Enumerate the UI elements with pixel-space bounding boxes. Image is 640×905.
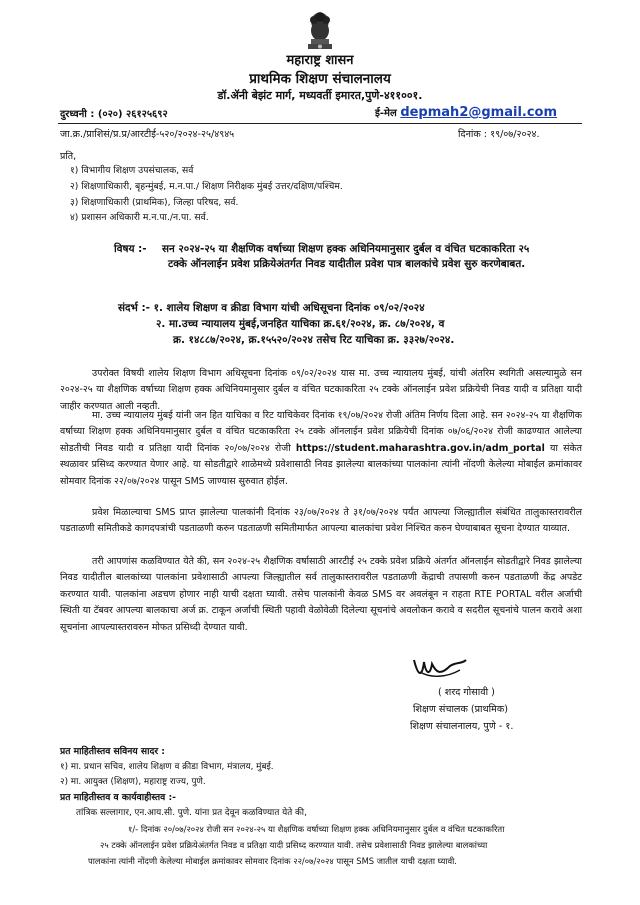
paragraph-text-a: मा. उच्च न्यायालय मुंबई यांनी जन हित याचिका व रिट याचिकेवर दिनांक १९/०७/२०२४ रोजी अंतिम निर्णय दिला आहे. सन २०२४-२५ या शैक्षणिक वर्षाच्या शिक्षण हक्क अधिनियमानुसार दुर्बल व वंचित घटकाकरिता २५ टक्के ऑनलाईन प्रवेश प्रक्रियेची दिनांक ०७/०६/२०२४ रोजी काढण्यात आलेल्या सोडतीची निवड यादी व प्रतिक्षा यादी दिनांक २०/०७/२०२४ रोजी bbox=[60, 410, 582, 454]
office-address: डॉ.ॲनी बेझंट मार्ग, मध्यवर्ती इमारत,पुणे-४११००१. bbox=[217, 89, 423, 102]
email-label: ई-मेल bbox=[375, 108, 397, 119]
reference-item: १. शालेय शिक्षण व क्रीडा विभाग यांची अधिसूचना दिनांक ०९/०२/२०२४ bbox=[153, 302, 425, 314]
paragraph-text-b: या संकेत स्थळावर प्रसिध्द करण्यात येणार आहे. या सोडतीद्वारे शाळेमध्ये प्रवेशासाठी निवड झालेल्या बालकांच्या पालकांना त्यांनी नोंदणी केलेल्या मोबाईल क्रमांकावर सोमवार दिनांक २२/०७/२०२४ पासून SMS जाण्यास सुरुवात होईल. bbox=[60, 442, 582, 487]
paragraph-2 bbox=[60, 408, 582, 490]
signatory-office: शिक्षण संचालनालय, पुणे - १. bbox=[410, 721, 514, 732]
subject-block bbox=[114, 242, 538, 272]
copy-action-item: २५ टक्के ऑनलाईन प्रवेश प्रक्रियेअंतर्गत निवड व प्रतिक्षा यादी प्रसिध्द करण्यात यावी. तसेच प्रवेशासाठी निवड झालेल्या बालकांच्या bbox=[100, 840, 488, 850]
copy-action-item: १/- दिनांक २०/०७/२०२४ रोजी सन २०२४-२५ या शैक्षणिक वर्षाच्या शिक्षण हक्क अधिनियमानुसार दुर्बल व वंचित घटकाकरिता bbox=[128, 824, 505, 834]
government-name: महाराष्ट्र शासन bbox=[286, 53, 354, 68]
phone-number: दुरध्वनी : (०२०) २६१२५६९२ bbox=[60, 109, 168, 120]
email-block bbox=[375, 104, 557, 123]
paragraph-text bbox=[60, 408, 582, 490]
reference-item: २. मा.उच्च न्यायालय मुंबई,जनहित याचिका क्र.६१/२०२४, क्र. ८७/२०२४, व bbox=[156, 318, 445, 330]
reference-number: जा.क्र./प्राशिसं/प्र.प्र/आरटीई-५२०/२०२४-२५/४९४५ bbox=[60, 129, 235, 140]
copy-info-heading: प्रत माहितीस्तव सविनय सादर : bbox=[60, 746, 165, 757]
signatory-name: ( शरद गोसावी ) bbox=[438, 687, 495, 698]
portal-url-link[interactable]: https://student.maharashtra.gov.in/adm_portal bbox=[295, 442, 545, 454]
state-emblem-icon bbox=[296, 6, 344, 54]
copy-info-item: १) मा. प्रधान सचिव, शालेय शिक्षण व क्रीडा विभाग, मंत्रालय, मुंबई. bbox=[60, 762, 274, 772]
reference-label: संदर्भ :- bbox=[118, 302, 150, 314]
to-label: प्रति, bbox=[60, 151, 77, 162]
signatory-title: शिक्षण संचालक (प्राथमिक) bbox=[413, 704, 509, 715]
recipient-item: ४) प्रशासन अधिकारी म.न.पा./न.पा. सर्व. bbox=[70, 212, 209, 224]
copy-info-item: २) मा. आयुक्त (शिक्षण), महाराष्ट्र राज्य, पुणे. bbox=[60, 777, 206, 787]
copy-action-item: पालकांना त्यांनी नोंदणी केलेल्या मोबाईल क्रमांकावर सोमवार दिनांक २२/०७/२०२४ पासून SMS जातील याची दक्षता घ्यावी. bbox=[88, 856, 457, 866]
letter-date: दिनांक : १९/०७/२०२४. bbox=[458, 129, 540, 140]
copy-action-item: तांत्रिक सल्लागार, एन.आय.सी. पुणे. यांना प्रत देवून कळविण्यात येते की, bbox=[76, 808, 307, 818]
paragraph-text: प्रवेश मिळाल्याचा SMS प्राप्त झालेल्या पालकांनी दिनांक २३/०७/२०२४ ते ३१/०७/२०२४ पर्यंत आपल्या जिल्ह्यातील संबंधित तालुकास्तरावरील पडताळणी समितीकडे कागदपत्रांची पडताळणी करुन पडताळणी समितीमार्फत आपल्या बालकांचा प्रवेश निश्चित करुन घेण्याबाबत सूचना देण्यात याव्यात. bbox=[60, 507, 582, 535]
subject-label: विषय :- bbox=[114, 243, 147, 255]
reference-item: क्र. १४८८७/२०२४, क्र.१५५२०/२०२४ तसेच रिट याचिका क्र. ३३२७/२०२४. bbox=[173, 334, 455, 346]
copy-action-heading: प्रत माहितीस्तव व कार्यवाहीस्तव :- bbox=[60, 792, 176, 803]
recipient-list bbox=[70, 163, 343, 226]
paragraph-text: उपरोक्त विषयी शालेय शिक्षण विभाग अधिसूचना दिनांक ०९/०२/२०२४ यास मा. उच्च न्यायालय मुंबई, यांची अंतरिम स्थगिती असल्यामुळे सन २०२४-२५ या शैक्षणिक वर्षाच्या शिक्षण हक्क अधिनियमानुसार दुर्बल व वंचित घटकाकरिता २५ टक्के ऑनलाईन प्रवेश प्रक्रियेची निवड यादी व प्रतिक्षा यादी जाहीर करण्यात आली नव्हती. bbox=[60, 368, 582, 412]
reference-block bbox=[118, 300, 558, 348]
directorate-name: प्राथमिक शिक्षण संचालनालय bbox=[249, 71, 391, 87]
email-link[interactable]: depmah2@gmail.com bbox=[400, 105, 558, 120]
signature-icon bbox=[410, 652, 470, 680]
paragraph-4 bbox=[60, 554, 582, 636]
subject-text: सन २०२४-२५ या शैक्षणिक वर्षाच्या शिक्षण हक्क अधिनियमानुसार दुर्बल व वंचित घटकाकरिता २५ टक्के ऑनलाईन प्रवेश प्रक्रियेअंतर्गत निवड यादीतील प्रवेश पात्र बालकांचे प्रवेश सुरु करणेबाबत. bbox=[162, 243, 530, 270]
paragraph-3 bbox=[60, 505, 582, 538]
header-divider bbox=[58, 123, 582, 124]
recipient-item: ३) शिक्षणाधिकारी (प्राथमिक), जिल्हा परिषद, सर्व. bbox=[70, 196, 239, 208]
paragraph-text: तरी आपणांस कळविण्यात येते की, सन २०२४-२५ शैक्षणिक वर्षासाठी आरटीई २५ टक्के प्रवेश प्रक्रिये अंतर्गत ऑनलाईन सोडतीद्वारे निवड झालेल्या निवड यादीतील बालकांच्या पालकांना प्रवेशासाठी आपल्या जिल्ह्यातील सर्व तालुकास्तरावरील पडताळणी केंद्राची तपासणी करुन पडताळणी केंद्र अपडेट करण्यात यावी. पालकांना अडचण होणार नाही याची दक्षता घ्यावी. तसेच पालकांनी केवळ SMS वर अवलंबून न राहता RTE PORTAL वरील अर्जाची स्थिती या टॅबवर आपल्या बालकाचा अर्ज क्र. टाकून अर्जाची स्थिती पहावी वेळोवेळी दिलेल्या सूचनांचे अवलोकन करावे व सदरील सूचनांचे पालन करावे अशा सूचनांना आपल्यास्तरावरुन मोफत प्रसिध्दी देण्यात यावी. bbox=[60, 556, 582, 633]
recipient-item: १) विभागीय शिक्षण उपसंचालक, सर्व bbox=[70, 165, 194, 176]
recipient-item: २) शिक्षणाधिकारी, बृहन्मुंबई, म.न.पा./ शिक्षण निरीक्षक मुंबई उत्तर/दक्षिण/पश्चिम. bbox=[70, 180, 343, 192]
